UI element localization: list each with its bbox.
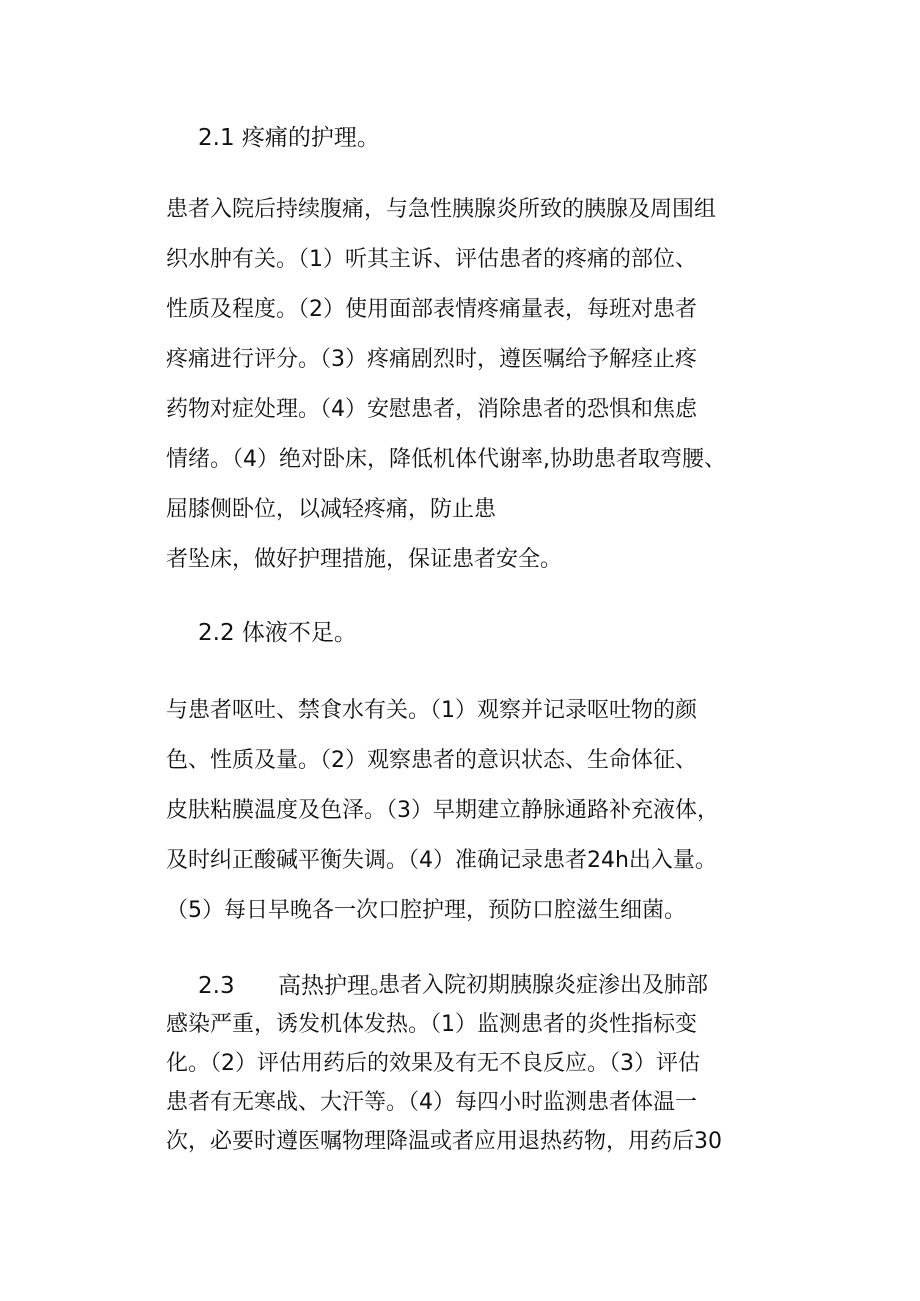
section-2-3-number: 2.3: [198, 973, 235, 999]
section-2-2-heading: 2.2 体液不足。: [198, 620, 357, 646]
section-2-3-line-2: 感染严重，诱发机体发热。（1）监测患者的炎性指标变: [166, 1012, 697, 1037]
section-2-3-title: 高热护理。: [278, 973, 393, 999]
section-2-3-line-4: 患者有无寒战、大汗等。（4）每四小时监测患者体温一: [166, 1090, 697, 1115]
section-2-2-line-2: 色、性质及量。（2）观察患者的意识状态、生命体征、: [166, 748, 697, 773]
section-2-1-line-6: 情绪。（4）绝对卧床，降低机体代谢率,协助患者取弯腰、: [166, 447, 726, 472]
section-2-1-line-1: 患者入院后持续腹痛，与急性胰腺炎所致的胰腺及周围组: [166, 197, 717, 222]
section-2-2-line-1: 与患者呕吐、禁食水有关。（1）观察并记录呕吐物的颜: [166, 698, 697, 723]
section-2-2-line-5: （5）每日早晚各一次口腔护理，预防口腔滋生细菌。: [166, 898, 686, 923]
section-2-1-line-7: 屈膝侧卧位，以减轻疼痛，防止患: [166, 497, 497, 522]
section-2-1-line-3: 性质及程度。（2）使用面部表情疼痛量表，每班对患者: [166, 297, 697, 322]
section-2-3-line-5: 次，必要时遵医嘱物理降温或者应用退热药物，用药后30: [166, 1129, 722, 1154]
section-2-2-line-3: 皮肤粘膜温度及色泽。（3）早期建立静脉通路补充液体，: [166, 798, 719, 823]
section-2-1-line-4: 疼痛进行评分。（3）疼痛剧烈时，遵医嘱给予解痉止疼: [166, 347, 697, 372]
section-2-1-line-8: 者坠床，做好护理措施，保证患者安全。: [166, 547, 563, 572]
section-2-3-line-1: 患者入院初期胰腺炎症渗出及肺部: [378, 973, 709, 998]
section-2-1-line-5: 药物对症处理。（4）安慰患者，消除患者的恐惧和焦虑: [166, 397, 697, 422]
section-2-2-line-4: 及时纠正酸碱平衡失调。（4）准确记录患者24h出入量。: [166, 848, 717, 873]
section-2-1-heading: 2.1 疼痛的护理。: [198, 125, 380, 151]
section-2-3-line-3: 化。（2）评估用药后的效果及有无不良反应。（3）评估: [166, 1051, 700, 1076]
section-2-1-line-2: 织水肿有关。（1）听其主诉、评估患者的疼痛的部位、: [166, 247, 697, 272]
